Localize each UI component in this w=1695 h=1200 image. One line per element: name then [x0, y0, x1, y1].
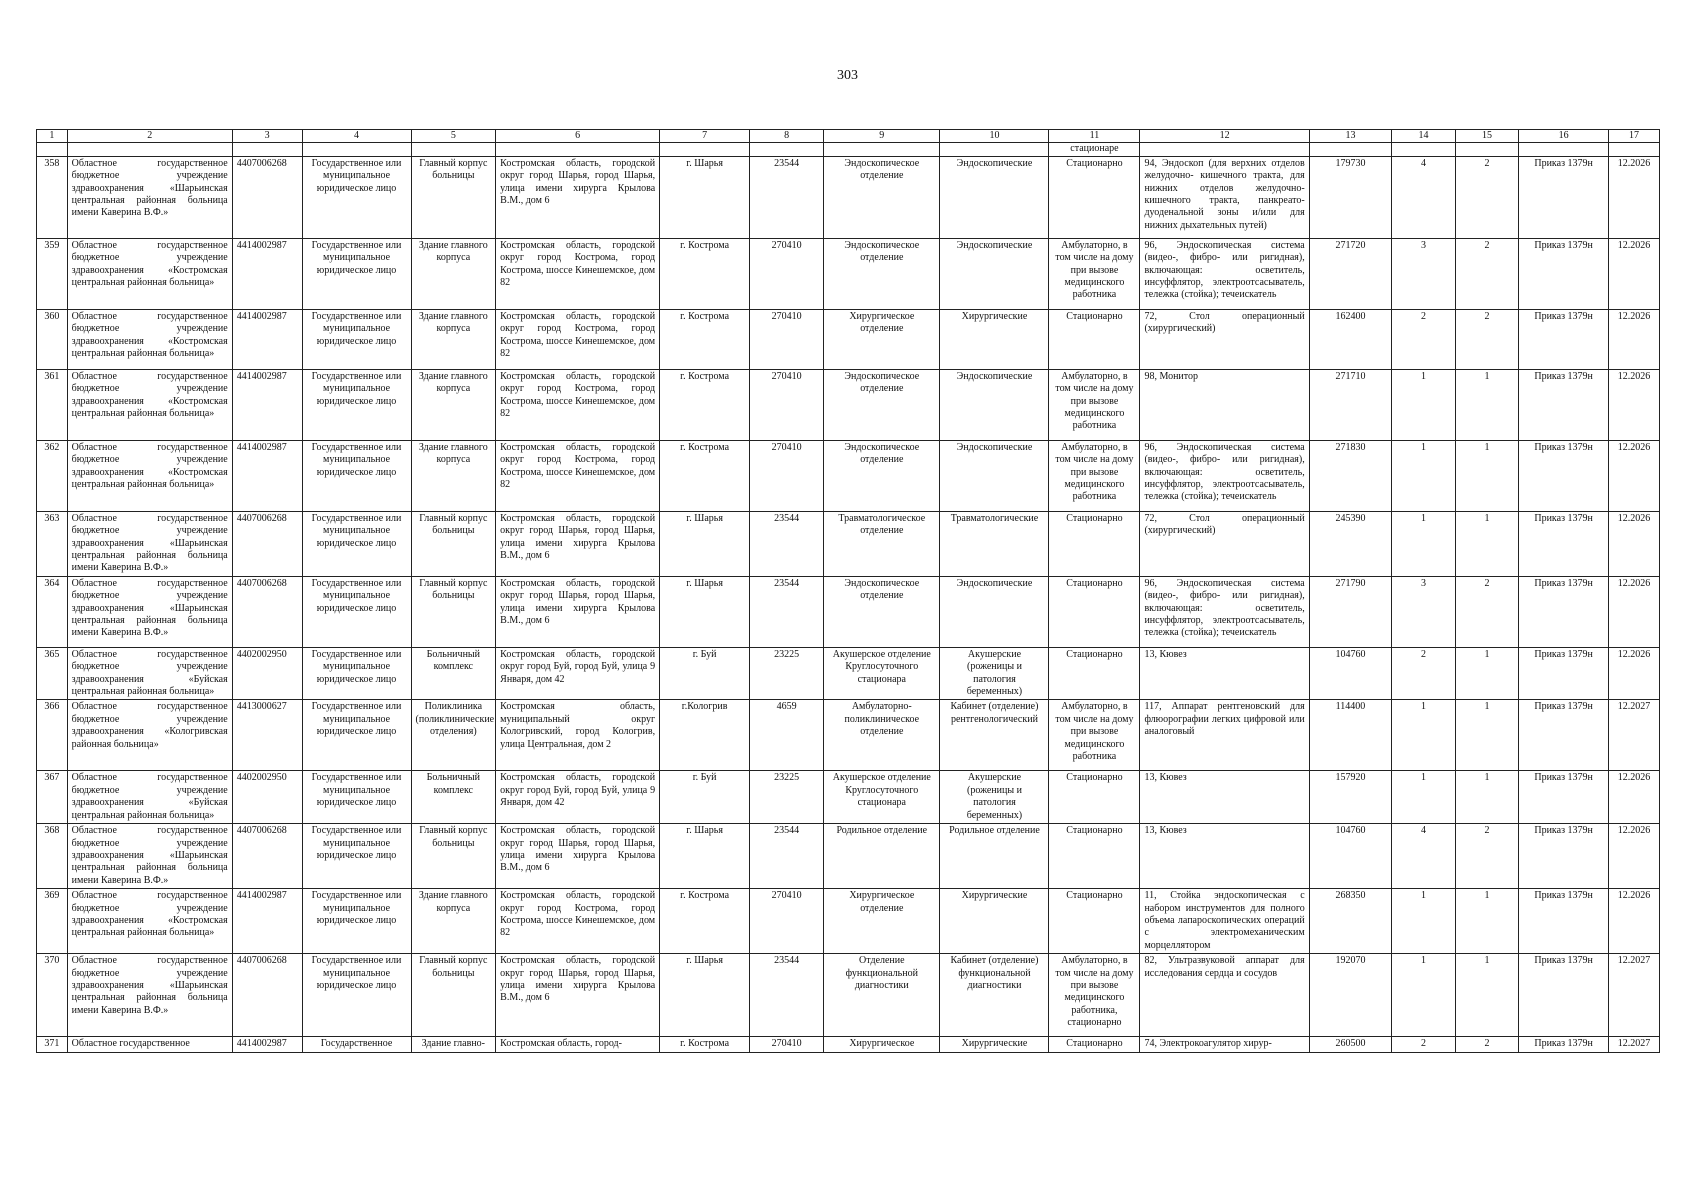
row-number: 362: [37, 440, 68, 511]
organization-name: Областное государственное бюджетное учреждение здравоохранения «Костромская центральная районная больница»: [67, 309, 232, 369]
deadline-date: 12.2026: [1609, 824, 1660, 889]
quantity-planned: 1: [1455, 440, 1518, 511]
address: Костромская область, городской округ город Шарья, город Шарья, улица имени хирурга Крылова В.М., дом 6: [496, 576, 660, 647]
address: Костромская область, городской округ город Кострома, город Кострома, шоссе Кинешемское, дом 82: [496, 238, 660, 309]
city: г. Шарья: [660, 824, 750, 889]
regulation-order: Приказ 1379н: [1519, 889, 1609, 954]
table-row: [37, 238, 1660, 309]
organization-name: Областное государственное бюджетное учреждение здравоохранения «Буйская центральная районная больница»: [67, 647, 232, 700]
locality-code: 270410: [750, 309, 824, 369]
organization-name: Областное государственное бюджетное учреждение здравоохранения «Костромская центральная районная больница»: [67, 238, 232, 309]
locality-code: 270410: [750, 238, 824, 309]
building-name: Больничный комплекс: [411, 647, 496, 700]
row-number: 371: [37, 1037, 68, 1052]
quantity-required: 1: [1392, 440, 1455, 511]
organization-name: Областное государственное бюджетное учреждение здравоохранения «Шарьинская центральная районная больница имени Каверина В.Ф.»: [67, 156, 232, 238]
column-header: 2: [67, 130, 232, 143]
owner-type: Государственное или муниципальное юридическое лицо: [302, 576, 411, 647]
inn-code: 4407006268: [232, 954, 302, 1037]
column-header: 5: [411, 130, 496, 143]
owner-type: Государственное или муниципальное юридическое лицо: [302, 309, 411, 369]
organization-name: Областное государственное бюджетное учреждение здравоохранения «Костромская центральная районная больница»: [67, 440, 232, 511]
inn-code: 4402002950: [232, 647, 302, 700]
equipment-name: 13, Кювез: [1140, 647, 1309, 700]
city: г. Шарья: [660, 156, 750, 238]
equipment-cost: 245390: [1309, 511, 1392, 576]
quantity-planned: 2: [1455, 824, 1518, 889]
deadline-date: 12.2026: [1609, 369, 1660, 440]
bed-profile: Акушерские (роженицы и патология беременных): [940, 771, 1049, 824]
table-row: [37, 889, 1660, 954]
equipment-cost: 179730: [1309, 156, 1392, 238]
quantity-required: 2: [1392, 309, 1455, 369]
quantity-planned: 2: [1455, 238, 1518, 309]
city: г.Кологрив: [660, 700, 750, 771]
department: Эндоскопическое отделение: [824, 238, 940, 309]
building-name: Здание главного корпуса: [411, 309, 496, 369]
locality-code: 23225: [750, 771, 824, 824]
locality-code: 270410: [750, 889, 824, 954]
care-conditions: Стационарно: [1049, 771, 1140, 824]
inn-code: 4402002950: [232, 771, 302, 824]
equipment-cost: 271830: [1309, 440, 1392, 511]
table-row: [37, 576, 1660, 647]
department: Отделение функциональной диагностики: [824, 954, 940, 1037]
equipment-name: 94, Эндоскоп (для верхних отделов желудочно- кишечного тракта, для нижних отделов желудочно-кишечного тракта, панкреато-дуоденальной зоны и/или для нижних дыхательных путей): [1140, 156, 1309, 238]
continuation-text: стационаре: [1049, 143, 1140, 156]
inn-code: 4414002987: [232, 238, 302, 309]
column-header: 7: [660, 130, 750, 143]
row-number: 367: [37, 771, 68, 824]
deadline-date: 12.2026: [1609, 771, 1660, 824]
row-number: 366: [37, 700, 68, 771]
organization-name: Областное государственное бюджетное учреждение здравоохранения «Шарьинская центральная районная больница имени Каверина В.Ф.»: [67, 954, 232, 1037]
column-header: 8: [750, 130, 824, 143]
address: Костромская область, городской округ город Шарья, город Шарья, улица имени хирурга Крылова В.М., дом 6: [496, 954, 660, 1037]
table-row: [37, 511, 1660, 576]
equipment-cost: 271790: [1309, 576, 1392, 647]
column-header: 11: [1049, 130, 1140, 143]
city: г. Шарья: [660, 511, 750, 576]
bed-profile: Кабинет (отделение) функциональной диагностики: [940, 954, 1049, 1037]
column-header: 14: [1392, 130, 1455, 143]
care-conditions: Стационарно: [1049, 511, 1140, 576]
bed-profile: Кабинет (отделение) рентгенологический: [940, 700, 1049, 771]
care-conditions: Стационарно: [1049, 309, 1140, 369]
deadline-date: 12.2026: [1609, 440, 1660, 511]
owner-type: Государственное или муниципальное юридическое лицо: [302, 369, 411, 440]
equipment-cost: 157920: [1309, 771, 1392, 824]
regulation-order: Приказ 1379н: [1519, 238, 1609, 309]
city: г. Кострома: [660, 309, 750, 369]
quantity-required: 2: [1392, 1037, 1455, 1052]
department: Хирургическое отделение: [824, 309, 940, 369]
continuation-row: [37, 143, 1660, 156]
organization-name: Областное государственное бюджетное учреждение здравоохранения «Кологривская районная больница»: [67, 700, 232, 771]
equipment-name: 96, Эндоскопическая система (видео-, фибро- или ригидная), включающая: осветитель, инсуффлятор, электроотсасыватель, тележка (стойка); течеискатель: [1140, 238, 1309, 309]
regulation-order: Приказ 1379н: [1519, 954, 1609, 1037]
address: Костромская область, городской округ город Шарья, город Шарья, улица имени хирурга Крылова В.М., дом 6: [496, 156, 660, 238]
quantity-required: 1: [1392, 954, 1455, 1037]
bed-profile: Акушерские (роженицы и патология беременных): [940, 647, 1049, 700]
building-name: Здание главного корпуса: [411, 238, 496, 309]
address: Костромская область, городской округ город Шарья, город Шарья, улица имени хирурга Крылова В.М., дом 6: [496, 824, 660, 889]
equipment-cost: 260500: [1309, 1037, 1392, 1052]
bed-profile: Эндоскопические: [940, 369, 1049, 440]
inn-code: 4407006268: [232, 511, 302, 576]
owner-type: Государственное или муниципальное юридическое лицо: [302, 647, 411, 700]
bed-profile: Эндоскопические: [940, 156, 1049, 238]
care-conditions: Стационарно: [1049, 576, 1140, 647]
city: г. Буй: [660, 771, 750, 824]
department: Хирургическое отделение: [824, 889, 940, 954]
building-name: Больничный комплекс: [411, 771, 496, 824]
equipment-name: 96, Эндоскопическая система (видео-, фибро- или ригидная), включающая: осветитель, инсуффлятор, электроотсасыватель, тележка (стойка); течеискатель: [1140, 576, 1309, 647]
deadline-date: 12.2026: [1609, 511, 1660, 576]
building-name: Здание главного корпуса: [411, 369, 496, 440]
owner-type: Государственное или муниципальное юридическое лицо: [302, 771, 411, 824]
locality-code: 23544: [750, 824, 824, 889]
column-header: 12: [1140, 130, 1309, 143]
organization-name: Областное государственное бюджетное учреждение здравоохранения «Буйская центральная районная больница»: [67, 771, 232, 824]
owner-type: Государственное или муниципальное юридическое лицо: [302, 700, 411, 771]
table-row: [37, 824, 1660, 889]
equipment-name: 74, Электрокоагулятор хирур-: [1140, 1037, 1309, 1052]
city: г. Кострома: [660, 369, 750, 440]
quantity-planned: 1: [1455, 369, 1518, 440]
care-conditions: Амбулаторно, в том числе на дому при вызове медицинского работника: [1049, 238, 1140, 309]
department: Эндоскопическое отделение: [824, 576, 940, 647]
deadline-date: 12.2026: [1609, 238, 1660, 309]
owner-type: Государственное или муниципальное юридическое лицо: [302, 238, 411, 309]
department: Акушерское отделение Круглосуточного стационара: [824, 647, 940, 700]
page-number: 303: [837, 68, 858, 83]
equipment-cost: 104760: [1309, 824, 1392, 889]
column-header: 10: [940, 130, 1049, 143]
table-row: [37, 1037, 1660, 1052]
department: Хирургическое: [824, 1037, 940, 1052]
care-conditions: Стационарно: [1049, 1037, 1140, 1052]
department: Эндоскопическое отделение: [824, 440, 940, 511]
column-header: 17: [1609, 130, 1660, 143]
table-row: [37, 771, 1660, 824]
column-header: 13: [1309, 130, 1392, 143]
deadline-date: 12.2027: [1609, 700, 1660, 771]
deadline-date: 12.2027: [1609, 954, 1660, 1037]
inn-code: 4413000627: [232, 700, 302, 771]
table-row: [37, 440, 1660, 511]
care-conditions: Стационарно: [1049, 889, 1140, 954]
organization-name: Областное государственное бюджетное учреждение здравоохранения «Шарьинская центральная районная больница имени Каверина В.Ф.»: [67, 576, 232, 647]
city: г. Кострома: [660, 238, 750, 309]
quantity-planned: 1: [1455, 771, 1518, 824]
column-header: 6: [496, 130, 660, 143]
regulation-order: Приказ 1379н: [1519, 700, 1609, 771]
quantity-planned: 2: [1455, 309, 1518, 369]
column-header: 9: [824, 130, 940, 143]
department: Травматологическое отделение: [824, 511, 940, 576]
organization-name: Областное государственное: [67, 1037, 232, 1052]
row-number: 360: [37, 309, 68, 369]
column-header: 3: [232, 130, 302, 143]
quantity-required: 1: [1392, 369, 1455, 440]
building-name: Главный корпус больницы: [411, 511, 496, 576]
address: Костромская область, муниципальный округ Кологривский, город Кологрив, улица Центральная, дом 2: [496, 700, 660, 771]
organization-name: Областное государственное бюджетное учреждение здравоохранения «Костромская центральная районная больница»: [67, 369, 232, 440]
equipment-name: 82, Ультразвуковой аппарат для исследования сердца и сосудов: [1140, 954, 1309, 1037]
equipment-name: 96, Эндоскопическая система (видео-, фибро- или ригидная), включающая: осветитель, инсуффлятор, электроотсасыватель, тележка (стойка); течеискатель: [1140, 440, 1309, 511]
regulation-order: Приказ 1379н: [1519, 511, 1609, 576]
equipment-name: 98, Монитор: [1140, 369, 1309, 440]
locality-code: 270410: [750, 440, 824, 511]
department: Эндоскопическое отделение: [824, 369, 940, 440]
owner-type: Государственное или муниципальное юридическое лицо: [302, 440, 411, 511]
row-number: 359: [37, 238, 68, 309]
quantity-planned: 1: [1455, 954, 1518, 1037]
care-conditions: Амбулаторно, в том числе на дому при вызове медицинского работника, стационарно: [1049, 954, 1140, 1037]
owner-type: Государственное или муниципальное юридическое лицо: [302, 889, 411, 954]
table-header-row: [37, 130, 1660, 143]
locality-code: 23544: [750, 954, 824, 1037]
regulation-order: Приказ 1379н: [1519, 369, 1609, 440]
building-name: Главный корпус больницы: [411, 156, 496, 238]
quantity-planned: 2: [1455, 576, 1518, 647]
inn-code: 4414002987: [232, 889, 302, 954]
regulation-order: Приказ 1379н: [1519, 440, 1609, 511]
locality-code: 23544: [750, 511, 824, 576]
building-name: Здание главно-: [411, 1037, 496, 1052]
care-conditions: Амбулаторно, в том числе на дому при вызове медицинского работника: [1049, 369, 1140, 440]
regulation-order: Приказ 1379н: [1519, 156, 1609, 238]
quantity-required: 3: [1392, 238, 1455, 309]
owner-type: Государственное или муниципальное юридическое лицо: [302, 954, 411, 1037]
locality-code: 23544: [750, 576, 824, 647]
inn-code: 4414002987: [232, 1037, 302, 1052]
care-conditions: Амбулаторно, в том числе на дому при вызове медицинского работника: [1049, 440, 1140, 511]
quantity-planned: 1: [1455, 889, 1518, 954]
department: Эндоскопическое отделение: [824, 156, 940, 238]
locality-code: 270410: [750, 1037, 824, 1052]
equipment-cost: 192070: [1309, 954, 1392, 1037]
address: Костромская область, городской округ город Кострома, город Кострома, шоссе Кинешемское, дом 82: [496, 369, 660, 440]
building-name: Здание главного корпуса: [411, 889, 496, 954]
bed-profile: Эндоскопические: [940, 238, 1049, 309]
organization-name: Областное государственное бюджетное учреждение здравоохранения «Шарьинская центральная районная больница имени Каверина В.Ф.»: [67, 511, 232, 576]
row-number: 364: [37, 576, 68, 647]
row-number: 361: [37, 369, 68, 440]
city: г. Кострома: [660, 440, 750, 511]
table-row: [37, 156, 1660, 238]
inn-code: 4407006268: [232, 576, 302, 647]
care-conditions: Амбулаторно, в том числе на дому при вызове медицинского работника: [1049, 700, 1140, 771]
bed-profile: Хирургические: [940, 309, 1049, 369]
bed-profile: Эндоскопические: [940, 440, 1049, 511]
city: г. Буй: [660, 647, 750, 700]
inn-code: 4414002987: [232, 369, 302, 440]
locality-code: 23544: [750, 156, 824, 238]
table-row: [37, 369, 1660, 440]
table-row: [37, 700, 1660, 771]
table-row: [37, 309, 1660, 369]
row-number: 365: [37, 647, 68, 700]
inn-code: 4407006268: [232, 824, 302, 889]
bed-profile: Травматологические: [940, 511, 1049, 576]
organization-name: Областное государственное бюджетное учреждение здравоохранения «Костромская центральная районная больница»: [67, 889, 232, 954]
equipment-cost: 268350: [1309, 889, 1392, 954]
column-header: 16: [1519, 130, 1609, 143]
building-name: Главный корпус больницы: [411, 576, 496, 647]
row-number: 363: [37, 511, 68, 576]
regulation-order: Приказ 1379н: [1519, 824, 1609, 889]
regulation-order: Приказ 1379н: [1519, 647, 1609, 700]
department: Амбулаторно-поликлиническое отделение: [824, 700, 940, 771]
owner-type: Государственное или муниципальное юридическое лицо: [302, 824, 411, 889]
quantity-planned: 1: [1455, 700, 1518, 771]
building-name: Главный корпус больницы: [411, 954, 496, 1037]
equipment-name: 72, Стол операционный (хирургический): [1140, 309, 1309, 369]
quantity-required: 2: [1392, 647, 1455, 700]
care-conditions: Стационарно: [1049, 156, 1140, 238]
quantity-required: 1: [1392, 700, 1455, 771]
inn-code: 4414002987: [232, 440, 302, 511]
locality-code: 4659: [750, 700, 824, 771]
city: г. Кострома: [660, 1037, 750, 1052]
regulation-order: Приказ 1379н: [1519, 309, 1609, 369]
row-number: 358: [37, 156, 68, 238]
care-conditions: Стационарно: [1049, 647, 1140, 700]
address: Костромская область, городской округ город Шарья, город Шарья, улица имени хирурга Крылова В.М., дом 6: [496, 511, 660, 576]
quantity-required: 4: [1392, 824, 1455, 889]
equipment-cost: 271710: [1309, 369, 1392, 440]
bed-profile: Родильное отделение: [940, 824, 1049, 889]
equipment-cost: 104760: [1309, 647, 1392, 700]
equipment-cost: 271720: [1309, 238, 1392, 309]
equipment-table: [36, 129, 1660, 1053]
city: г. Шарья: [660, 576, 750, 647]
address: Костромская область, городской округ город Кострома, город Кострома, шоссе Кинешемское, дом 82: [496, 309, 660, 369]
table-row: [37, 647, 1660, 700]
care-conditions: Стационарно: [1049, 824, 1140, 889]
quantity-planned: 1: [1455, 647, 1518, 700]
equipment-name: 13, Кювез: [1140, 771, 1309, 824]
deadline-date: 12.2026: [1609, 156, 1660, 238]
quantity-required: 1: [1392, 511, 1455, 576]
quantity-required: 4: [1392, 156, 1455, 238]
quantity-required: 3: [1392, 576, 1455, 647]
city: г. Шарья: [660, 954, 750, 1037]
regulation-order: Приказ 1379н: [1519, 771, 1609, 824]
equipment-name: 13, Кювез: [1140, 824, 1309, 889]
owner-type: Государственное: [302, 1037, 411, 1052]
quantity-planned: 1: [1455, 511, 1518, 576]
quantity-required: 1: [1392, 771, 1455, 824]
building-name: Главный корпус больницы: [411, 824, 496, 889]
address: Костромская область, город-: [496, 1037, 660, 1052]
department: Акушерское отделение Круглосуточного стационара: [824, 771, 940, 824]
equipment-cost: 114400: [1309, 700, 1392, 771]
deadline-date: 12.2026: [1609, 889, 1660, 954]
address: Костромская область, городской округ город Кострома, город Кострома, шоссе Кинешемское, дом 82: [496, 440, 660, 511]
column-header: 15: [1455, 130, 1518, 143]
organization-name: Областное государственное бюджетное учреждение здравоохранения «Шарьинская центральная районная больница имени Каверина В.Ф.»: [67, 824, 232, 889]
regulation-order: Приказ 1379н: [1519, 1037, 1609, 1052]
address: Костромская область, городской округ город Буй, город Буй, улица 9 Января, дом 42: [496, 647, 660, 700]
equipment-cost: 162400: [1309, 309, 1392, 369]
equipment-name: 117, Аппарат рентгеновский для флюорографии легких цифровой или аналоговый: [1140, 700, 1309, 771]
row-number: 370: [37, 954, 68, 1037]
equipment-name: 11, Стойка эндоскопическая с набором инструментов для полного объема лапароскопических операций с электромеханическим морцеллятором: [1140, 889, 1309, 954]
bed-profile: Эндоскопические: [940, 576, 1049, 647]
locality-code: 270410: [750, 369, 824, 440]
column-header: 1: [37, 130, 68, 143]
locality-code: 23225: [750, 647, 824, 700]
row-number: 368: [37, 824, 68, 889]
owner-type: Государственное или муниципальное юридическое лицо: [302, 511, 411, 576]
inn-code: 4407006268: [232, 156, 302, 238]
quantity-planned: 2: [1455, 156, 1518, 238]
owner-type: Государственное или муниципальное юридическое лицо: [302, 156, 411, 238]
quantity-required: 1: [1392, 889, 1455, 954]
bed-profile: Хирургические: [940, 1037, 1049, 1052]
deadline-date: 12.2026: [1609, 309, 1660, 369]
quantity-planned: 2: [1455, 1037, 1518, 1052]
department: Родильное отделение: [824, 824, 940, 889]
building-name: Здание главного корпуса: [411, 440, 496, 511]
deadline-date: 12.2026: [1609, 576, 1660, 647]
table-row: [37, 954, 1660, 1037]
equipment-name: 72, Стол операционный (хирургический): [1140, 511, 1309, 576]
deadline-date: 12.2026: [1609, 647, 1660, 700]
bed-profile: Хирургические: [940, 889, 1049, 954]
city: г. Кострома: [660, 889, 750, 954]
deadline-date: 12.2027: [1609, 1037, 1660, 1052]
column-header: 4: [302, 130, 411, 143]
inn-code: 4414002987: [232, 309, 302, 369]
building-name: Поликлиника (поликлинические отделения): [411, 700, 496, 771]
address: Костромская область, городской округ город Буй, город Буй, улица 9 Января, дом 42: [496, 771, 660, 824]
row-number: 369: [37, 889, 68, 954]
address: Костромская область, городской округ город Кострома, город Кострома, шоссе Кинешемское, дом 82: [496, 889, 660, 954]
regulation-order: Приказ 1379н: [1519, 576, 1609, 647]
